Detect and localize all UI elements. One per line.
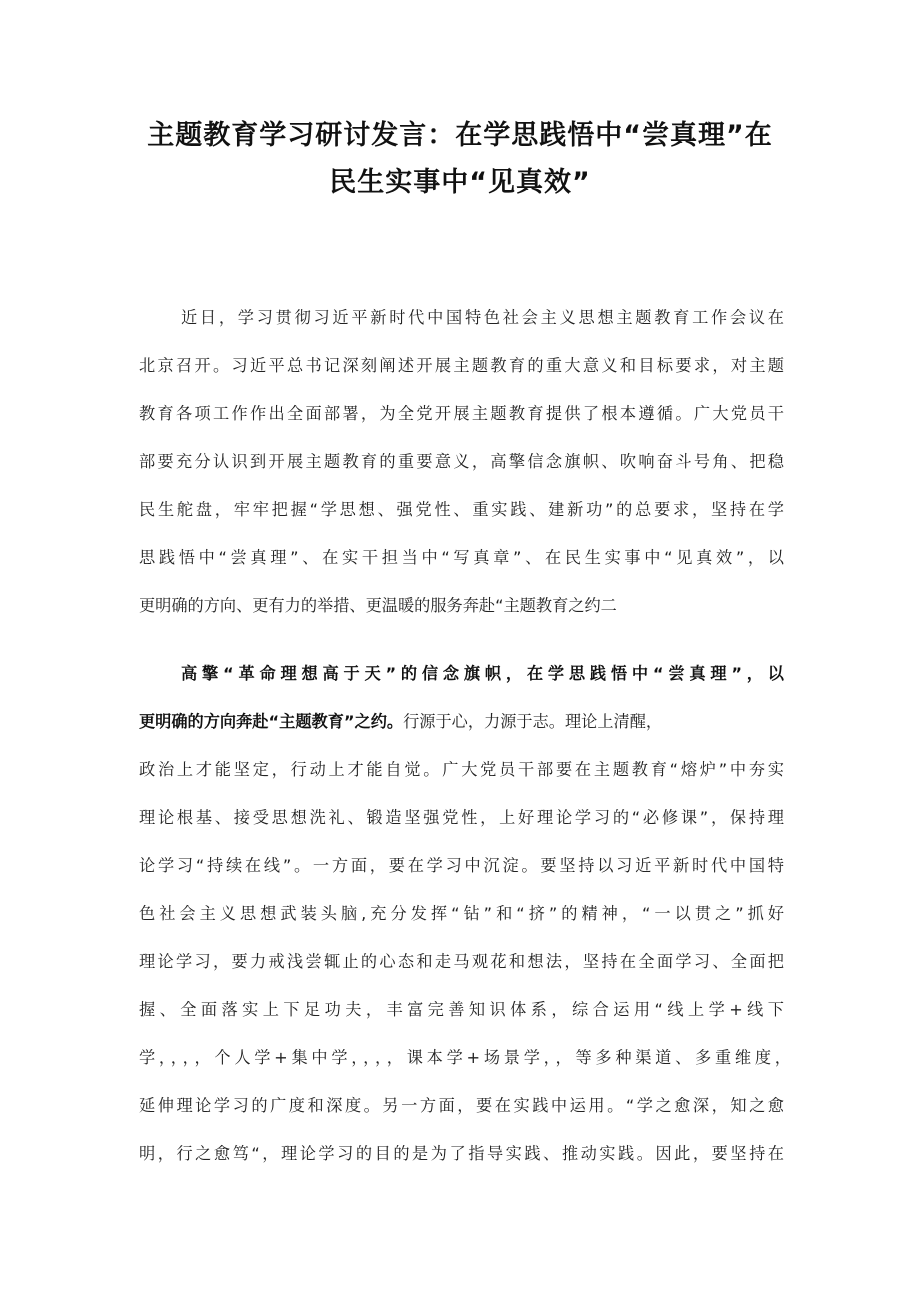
paragraph-2-body-start: 行源于心，力源于志。理论上清醒， — [403, 712, 663, 731]
paragraph-1-line: 近日，学习贯彻习近平新时代中国特色社会主义思想主题教育工作会议在 — [181, 308, 784, 327]
paragraph-2-line: 理论学习，要力戒浅尝辄止的心态和走马观花和想法，坚持在全面学习、全面把 — [139, 952, 784, 971]
paragraph-2-line: 明，行之愈笃“，理论学习的目的是为了指导实践、推动实践。因此，要坚持在 — [139, 1144, 784, 1163]
paragraph-2-line: 学，，，，个人学+集中学，，，，课本学+场景学，，等多种渠道、多重维度， — [139, 1048, 791, 1067]
paragraph-1-line: 民生舵盘，牢牢把握“学思想、强党性、重实践、建新功”的总要求，坚持在学 — [139, 500, 784, 519]
document-title-line-1: 主题教育学习研讨发言：在学思践悟中“尝真理”在 — [147, 120, 773, 151]
paragraph-2-line: 政治上才能坚定，行动上才能自觉。广大党员干部要在主题教育“熔炉”中夯实 — [139, 760, 784, 779]
paragraph-2-line: 色社会主义思想武装头脑,充分发挥“钻”和“挤”的精神，“一以贯之”抓好 — [139, 904, 784, 923]
paragraph-1-line: 北京召开。习近平总书记深刻阐述开展主题教育的重大意义和目标要求，对主题 — [139, 356, 784, 375]
document-title-line-2: 民生实事中“见真效” — [329, 167, 591, 198]
paragraph-1-line: 更明确的方向、更有力的举措、更温暖的服务奔赴“主题教育之约二 — [139, 596, 617, 615]
paragraph-1-line: 教育各项工作作出全面部署，为全党开展主题教育提供了根本遵循。广大党员干 — [139, 404, 784, 423]
paragraph-1-line: 思践悟中“尝真理”、在实干担当中“写真章”、在民生实事中“见真效”，以 — [139, 548, 784, 567]
paragraph-2-lead-line: 高擎“革命理想高于天”的信念旗帜，在学思践悟中“尝真理”，以 — [181, 664, 784, 683]
paragraph-2-line: 理论根基、接受思想洗礼、锻造坚强党性，上好理论学习的“必修课”，保持理 — [139, 808, 784, 827]
paragraph-2-line: 论学习“持续在线”。一方面，要在学习中沉淀。要坚持以习近平新时代中国特 — [139, 856, 784, 875]
paragraph-2-line-combined — [139, 712, 784, 732]
paragraph-2-lead-tail: 更明确的方向奔赴“主题教育”之约。 — [139, 712, 404, 731]
paragraph-1-line: 部要充分认识到开展主题教育的重要意义，高擎信念旗帜、吹响奋斗号角、把稳 — [139, 452, 784, 471]
paragraph-2-line: 握、全面落实上下足功夫，丰富完善知识体系，综合运用“线上学+线下 — [139, 1000, 784, 1019]
paragraph-2-line: 延伸理论学习的广度和深度。另一方面，要在实践中运用。“学之愈深，知之愈 — [139, 1096, 784, 1115]
